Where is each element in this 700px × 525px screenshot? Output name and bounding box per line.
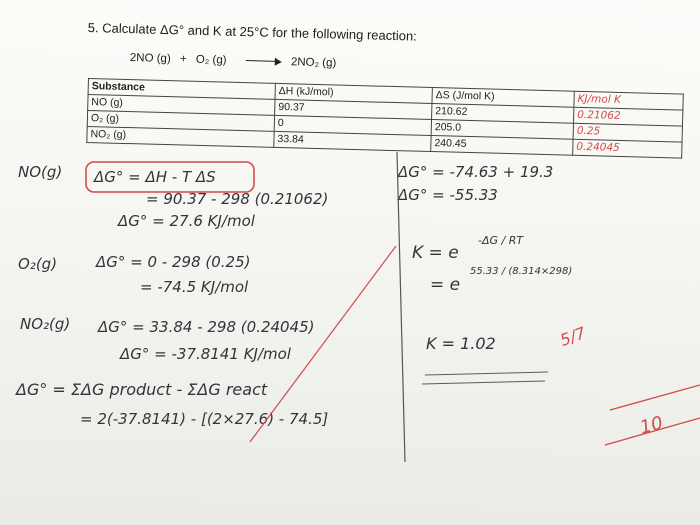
reactant-o2: O₂ (g) bbox=[195, 53, 227, 67]
red-strike bbox=[250, 246, 396, 442]
hw-no-label: NO(g) bbox=[18, 163, 63, 181]
grade-mark: 5/7 bbox=[557, 323, 589, 350]
hw-right-eq1: ΔG° = -74.63 + 19.3 bbox=[398, 163, 554, 181]
plus-sign: + bbox=[179, 53, 187, 66]
column-divider bbox=[397, 152, 405, 462]
hw-no2-eq1: ΔG° = 33.84 - 298 (0.24045) bbox=[98, 318, 315, 336]
score-frame bbox=[605, 385, 700, 445]
question-title: 5. Calculate ΔG° and K at 25°C for the following reaction: bbox=[87, 20, 417, 44]
cell-ds: 240.45 bbox=[431, 136, 573, 156]
hw-o2-eq1: ΔG° = 0 - 298 (0.25) bbox=[96, 253, 251, 271]
cell-ds: 210.62 bbox=[432, 104, 574, 124]
header-hw-units: KJ/mol K bbox=[574, 91, 683, 110]
reactant-no: 2NO (g) bbox=[129, 52, 171, 66]
header-substance: Substance bbox=[88, 79, 275, 100]
hw-k-exp2: 55.33 / (8.314×298) bbox=[470, 266, 573, 277]
hw-no-eq3: ΔG° = 27.6 KJ/mol bbox=[118, 212, 255, 230]
cell-dh: 33.84 bbox=[274, 131, 431, 151]
hw-no-eq2: = 90.37 - 298 (0.21062) bbox=[146, 190, 329, 208]
header-ds: ΔS (J/mol K) bbox=[432, 88, 574, 108]
red-circle-formula bbox=[86, 162, 254, 192]
cell-hw: 0.25 bbox=[573, 123, 682, 142]
cell-hw: 0.24045 bbox=[573, 139, 682, 158]
cell-ds: 205.0 bbox=[431, 120, 573, 140]
cell-substance: O₂ (g) bbox=[87, 111, 274, 132]
hw-total-eq2: = 2(-37.8141) - [(2×27.6) - 74.5] bbox=[80, 410, 329, 428]
cell-substance: NO (g) bbox=[88, 95, 275, 116]
hw-no2-eq2: ΔG° = -37.8141 KJ/mol bbox=[120, 345, 291, 363]
cell-hw: 0.21062 bbox=[573, 107, 682, 126]
cell-dh: 0 bbox=[274, 115, 431, 135]
hw-k-exp1: -ΔG / RT bbox=[478, 234, 524, 247]
hw-o2-label: O₂(g) bbox=[18, 255, 58, 273]
hw-right-eq2: ΔG° = -55.33 bbox=[398, 186, 498, 204]
hw-k-eq2: = e bbox=[430, 275, 461, 295]
hw-no2-label: NO₂(g) bbox=[20, 315, 71, 333]
hw-k-eq3: K = 1.02 bbox=[426, 334, 496, 353]
hw-o2-eq2: = -74.5 KJ/mol bbox=[140, 278, 249, 296]
underline-1 bbox=[425, 372, 548, 375]
hw-k-eq1: K = e bbox=[412, 243, 459, 263]
hw-total-eq1: ΔG° = ΣΔG product - ΣΔG react bbox=[16, 380, 268, 399]
score-text: 10 bbox=[637, 412, 666, 439]
product-no2: 2NO₂ (g) bbox=[290, 56, 337, 70]
cell-dh: 90.37 bbox=[275, 99, 432, 119]
underline-2 bbox=[422, 381, 545, 384]
cell-substance: NO₂ (g) bbox=[87, 126, 274, 147]
hw-no-eq1: ΔG° = ΔH - T ΔS bbox=[94, 168, 216, 186]
header-dh: ΔH (kJ/mol) bbox=[275, 83, 432, 103]
